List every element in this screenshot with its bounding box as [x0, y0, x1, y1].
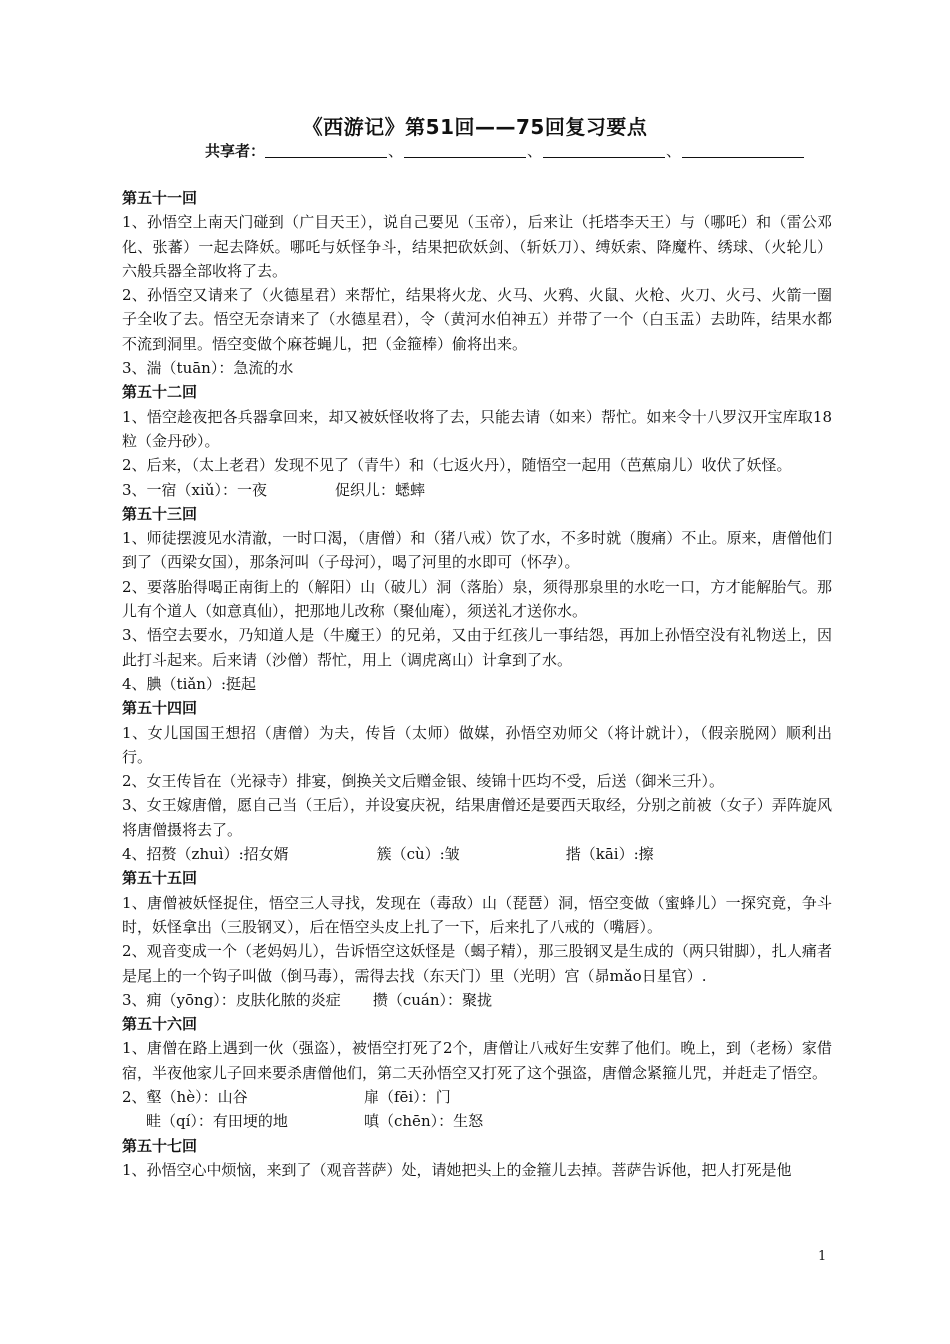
- paragraph: 1、女儿国国王想招（唐僧）为夫，传旨（太师）做媒，孙悟空劝师父（将计就计），（假亲脱网）顺利出行。: [122, 723, 832, 766]
- vocab-item: 簇（cù）:皱: [376, 845, 460, 864]
- chapter-heading: 第五十四回: [122, 699, 198, 718]
- paragraph: 3、悟空去要水，乃知道人是（牛魔王）的兄弟，又由于红孩儿一事结怨，再加上孙悟空没有礼物送上，因此打斗起来。后来请（沙僧）帮忙，用上（调虎离山）计拿到了水。: [122, 626, 832, 669]
- vocab-line: [122, 988, 832, 1012]
- vocab-item: 揩（kāi）:擦: [565, 845, 654, 864]
- paragraph: 3、湍（tuān）：急流的水: [122, 359, 294, 378]
- paragraph: 2、观音变成一个（老妈妈儿），告诉悟空这妖怪是（蝎子精），那三股钢叉是生成的（两只钳脚），扎人痛者是尾上的一个钩子叫做（倒马毒），需得去找（东天门）里（光明）宫（昴mǎo日星官）.: [122, 942, 832, 985]
- chapter-heading: 第五十二回: [122, 383, 198, 402]
- chapter-heading: 第五十六回: [122, 1015, 198, 1034]
- sharer-blank-1: [265, 143, 387, 158]
- sharer-blank-2: [404, 143, 526, 158]
- vocab-item: 畦（qí）：有田埂的地: [146, 1112, 288, 1131]
- vocab-item: 攒（cuán）：聚拢: [372, 990, 492, 1009]
- vocab-item: 2、壑（hè）：山谷: [122, 1087, 248, 1106]
- sharer-separator: 、: [666, 142, 682, 160]
- vocab-item: 嗔（chēn）：生怒: [364, 1112, 484, 1131]
- paragraph: 1、悟空趁夜把各兵器拿回来，却又被妖怪收将了去，只能去请（如来）帮忙。如来令十八罗汉开宝库取18粒（金丹砂）。: [122, 407, 832, 450]
- sharer-line: [205, 140, 804, 161]
- paragraph: 1、师徒摆渡见水清澈，一时口渴，（唐僧）和（猪八戒）饮了水，不多时就（腹痛）不止。原来，唐僧他们到了（西梁女国），那条河叫（子母河），喝了河里的水即可（怀孕）。: [122, 529, 832, 572]
- paragraph: 1、孙悟空心中烦恼，来到了（观音菩萨）处，请她把头上的金箍儿去掉。菩萨告诉他，把人打死是他: [122, 1160, 792, 1179]
- sharer-blank-3: [543, 143, 665, 158]
- vocab-item: 促织儿：蟋蟀: [334, 480, 425, 499]
- sharer-separator: 、: [388, 142, 404, 160]
- vocab-item: 扉（fēi）：门: [364, 1087, 451, 1106]
- vocab-line: [122, 842, 832, 866]
- chapter-heading: 第五十七回: [122, 1136, 198, 1155]
- chapter-heading: 第五十三回: [122, 504, 198, 523]
- sharer-label: 共享者：: [205, 142, 266, 160]
- paragraph: 1、唐僧被妖怪捉住，悟空三人寻找，发现在（毒敌）山（琵琶）洞，悟空变做（蜜蜂儿）一探究竟，争斗时，妖怪拿出（三股钢叉），后在悟空头皮上扎了一下，后来扎了八戒的（嘴唇）。: [122, 893, 832, 936]
- paragraph: 1、唐僧在路上遇到一伙（强盗），被悟空打死了2个，唐僧让八戒好生安葬了他们。晚上，到（老杨）家借宿，半夜他家儿子回来要杀唐僧他们，第二天孙悟空又打死了这个强盗，唐僧念紧箍儿咒，并赶走了悟空。: [122, 1039, 832, 1082]
- vocab-line: [122, 478, 832, 502]
- page-number: 1: [818, 1249, 827, 1264]
- vocab-line: [122, 1085, 832, 1109]
- vocab-item: 3、痈（yōng）：皮肤化脓的炎症: [122, 990, 341, 1009]
- vocab-item: 3、一宿（xiǔ）：一夜: [122, 480, 267, 499]
- sharer-separator: 、: [527, 142, 543, 160]
- document-body: [122, 186, 832, 1182]
- chapter-heading: 第五十五回: [122, 869, 198, 888]
- sharer-blank-4: [682, 143, 804, 158]
- paragraph: 2、后来，（太上老君）发现不见了（青牛）和（七返火丹），随悟空一起用（芭蕉扇儿）收伏了妖怪。: [122, 456, 792, 475]
- paragraph: 1、孙悟空上南天门碰到（广目天王），说自己要见（玉帝），后来让（托塔李天王）与（哪吒）和（雷公邓化、张蕃）一起去降妖。哪吒与妖怪争斗，结果把砍妖剑、（斩妖刀）、缚妖索、降魔杵、绣球、（火轮儿）六般兵器全部收将了去。: [122, 213, 832, 280]
- vocab-line: [122, 1109, 832, 1133]
- paragraph: 4、腆（tiǎn）:挺起: [122, 674, 257, 693]
- chapter-heading: 第五十一回: [122, 189, 198, 207]
- paragraph: 2、孙悟空又请来了（火德星君）来帮忙，结果将火龙、火马、火鸦、火鼠、火枪、火刀、火弓、火箭一圈子全收了去。悟空无奈请来了（水德星君），令（黄河水伯神五）并带了一个（白玉盂）去助阵，结果水都不流到洞里。悟空变做个麻苍蝇儿，把（金箍棒）偷将出来。: [122, 286, 832, 353]
- paragraph: 2、女王传旨在（光禄寺）排宴，倒换关文后赠金银、绫锦十匹均不受，后送（御米三升）。: [122, 772, 725, 791]
- paragraph: 3、女王嫁唐僧，愿自己当（王后），并设宴庆祝，结果唐僧还是要西天取经，分别之前被（女子）弄阵旋风将唐僧摄将去了。: [122, 796, 832, 839]
- paragraph: 2、要落胎得喝正南街上的（解阳）山（破儿）洞（落胎）泉，须得那泉里的水吃一口，方才能解胎气。那儿有个道人（如意真仙），把那地儿改称（聚仙庵），须送礼才送你水。: [122, 577, 832, 621]
- page-title: 《西游记》第51回——75回复习要点: [302, 115, 648, 139]
- vocab-item: 4、招赘（zhuì）:招女婿: [122, 845, 289, 864]
